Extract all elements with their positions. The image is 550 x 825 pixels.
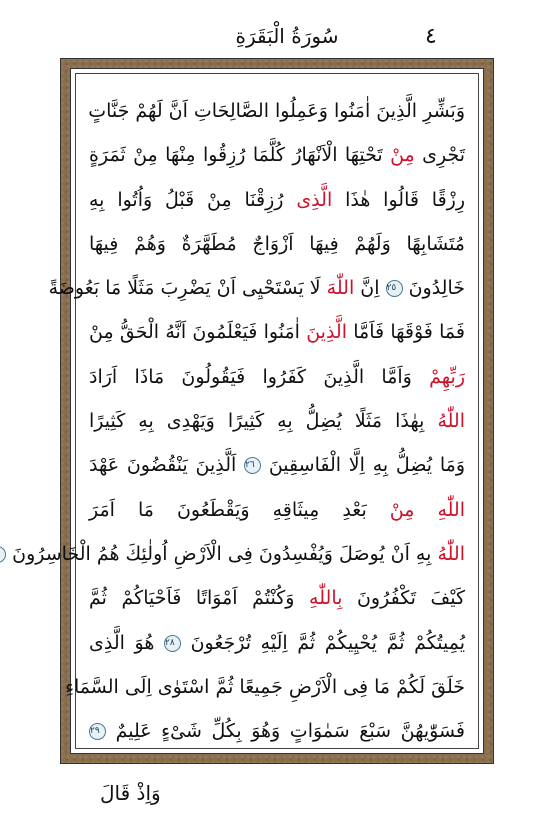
highlighted-word: بِاللّٰهِ bbox=[309, 587, 343, 610]
highlighted-word: اللّٰهَ bbox=[326, 277, 355, 300]
verse-line bbox=[89, 488, 465, 532]
verse-text: كَيْفَ تَكْفُرُونَ bbox=[342, 587, 465, 610]
verse-line bbox=[48, 266, 465, 310]
verse-text: وَكُنْتُمْ اَمْوَاتًا فَاَحْيَاكُمْ ثُمَّ bbox=[89, 587, 310, 610]
verse-text-block bbox=[6, 89, 466, 743]
verse-text: اِنَّ bbox=[354, 277, 386, 300]
ornamental-frame bbox=[6, 58, 494, 764]
verse-line bbox=[89, 355, 465, 399]
verse-line bbox=[89, 709, 465, 753]
verse-text: وَمَا يُضِلُّ بِهِ اِلَّا الْفَاسِقِينَ bbox=[261, 454, 466, 477]
highlighted-word: رَبِّهِمْ bbox=[429, 365, 465, 388]
verse-text: بِهٰذَا مَثَلًا يُضِلُّ بِهِ كَثِيرًا وَيَهْدِى بِهِ كَثِيرًا bbox=[89, 410, 438, 433]
verse-text: رِزْقًا قَالُوا هٰذَا bbox=[332, 188, 465, 211]
ayah-number-marker: ٢٨ bbox=[164, 635, 181, 652]
verse-line bbox=[89, 621, 465, 665]
verse-line bbox=[89, 89, 465, 133]
verse-line bbox=[89, 399, 465, 443]
verse-text: بَعْدِ مِيثَاقِهِ وَيَقْطَعُونَ مَا اَمَرَ bbox=[89, 498, 390, 521]
page-header bbox=[0, 0, 550, 62]
verse-line bbox=[89, 310, 465, 354]
verse-text: فَمَا فَوْقَهَا فَاَمَّا bbox=[346, 321, 465, 344]
catchword: وَاِذْ قَالَ bbox=[100, 781, 161, 805]
highlighted-word: مِنْ bbox=[390, 144, 415, 167]
verse-text: بِهِ اَنْ يُوصَلَ وَيُفْسِدُونَ فِى الْاَرْضِ اُولٰئِكَ هُمُ الْخَاسِرُونَ bbox=[6, 542, 438, 565]
verse-line bbox=[89, 576, 465, 620]
highlighted-word: الَّذِى bbox=[296, 188, 333, 211]
verse-line bbox=[6, 532, 465, 576]
verse-line bbox=[89, 222, 465, 266]
verse-text: هُوَ الَّذِى bbox=[89, 631, 164, 654]
ayah-number-marker: ٢٥ bbox=[386, 280, 403, 297]
verse-text: وَاَمَّا الَّذِينَ كَفَرُوا فَيَقُولُونَ مَاذَا اَرَادَ bbox=[89, 365, 430, 388]
verse-text: اٰمَنُوا فَيَعْلَمُونَ اَنَّهُ الْحَقُّ مِنْ bbox=[89, 321, 307, 344]
ayah-number-marker: ٢٦ bbox=[244, 457, 261, 474]
highlighted-word: الَّذِينَ bbox=[306, 321, 347, 344]
highlighted-word: اللّٰهُ bbox=[437, 542, 465, 565]
surah-title: سُورَةُ الْبَقَرَةِ bbox=[235, 24, 339, 48]
text-panel bbox=[6, 68, 484, 754]
verse-text: فَسَوّٰيهُنَّ سَبْعَ سَمٰوَاتٍ وَهُوَ بِكُلِّ شَىْءٍ عَلِيمٌ bbox=[106, 720, 465, 743]
ayah-number-marker: ٢٩ bbox=[89, 723, 106, 740]
verse-line bbox=[65, 665, 465, 709]
verse-text: خَالِدُونَ bbox=[402, 277, 465, 300]
verse-text: تَحْتِهَا الْاَنْهَارُ كُلَّمَا رُزِقُوا مِنْهَا مِنْ ثَمَرَةٍ bbox=[89, 144, 391, 167]
verse-text: يُمِيتُكُمْ ثُمَّ يُحْيِيكُمْ ثُمَّ اِلَيْهِ تُرْجَعُونَ bbox=[180, 631, 466, 654]
verse-line bbox=[89, 443, 465, 487]
highlighted-word: اللّٰهُ bbox=[437, 410, 465, 433]
verse-text: اَلَّذِينَ يَنْقُضُونَ عَهْدَ bbox=[89, 454, 245, 477]
verse-text: رُزِقْنَا مِنْ قَبْلُ وَاُتُوا بِهِ bbox=[89, 188, 297, 211]
page-number: ٤ bbox=[425, 24, 437, 49]
verse-text: خَلَقَ لَكُمْ مَا فِى الْاَرْضِ جَمِيعًا ثُمَّ اسْتَوٰى اِلَى السَّمَاءِ bbox=[65, 675, 465, 698]
verse-text: وَبَشِّرِ الَّذِينَ اٰمَنُوا وَعَمِلُوا الصَّالِحَاتِ اَنَّ لَهُمْ جَنَّاتٍ bbox=[88, 100, 465, 122]
verse-line bbox=[89, 133, 465, 177]
verse-text: مُتَشَابِهًا وَلَهُمْ فِيهَا اَزْوَاجٌ مُطَهَّرَةٌ وَهُمْ فِيهَا bbox=[89, 232, 465, 255]
verse-text: لَا يَسْتَحْيِى اَنْ يَضْرِبَ مَثَلًا مَا بَعُوضَةً bbox=[48, 277, 327, 300]
verse-text: تَجْرِى bbox=[414, 144, 465, 167]
verse-line bbox=[89, 178, 465, 222]
highlighted-word: اللّٰهِ مِنْ bbox=[389, 498, 465, 521]
